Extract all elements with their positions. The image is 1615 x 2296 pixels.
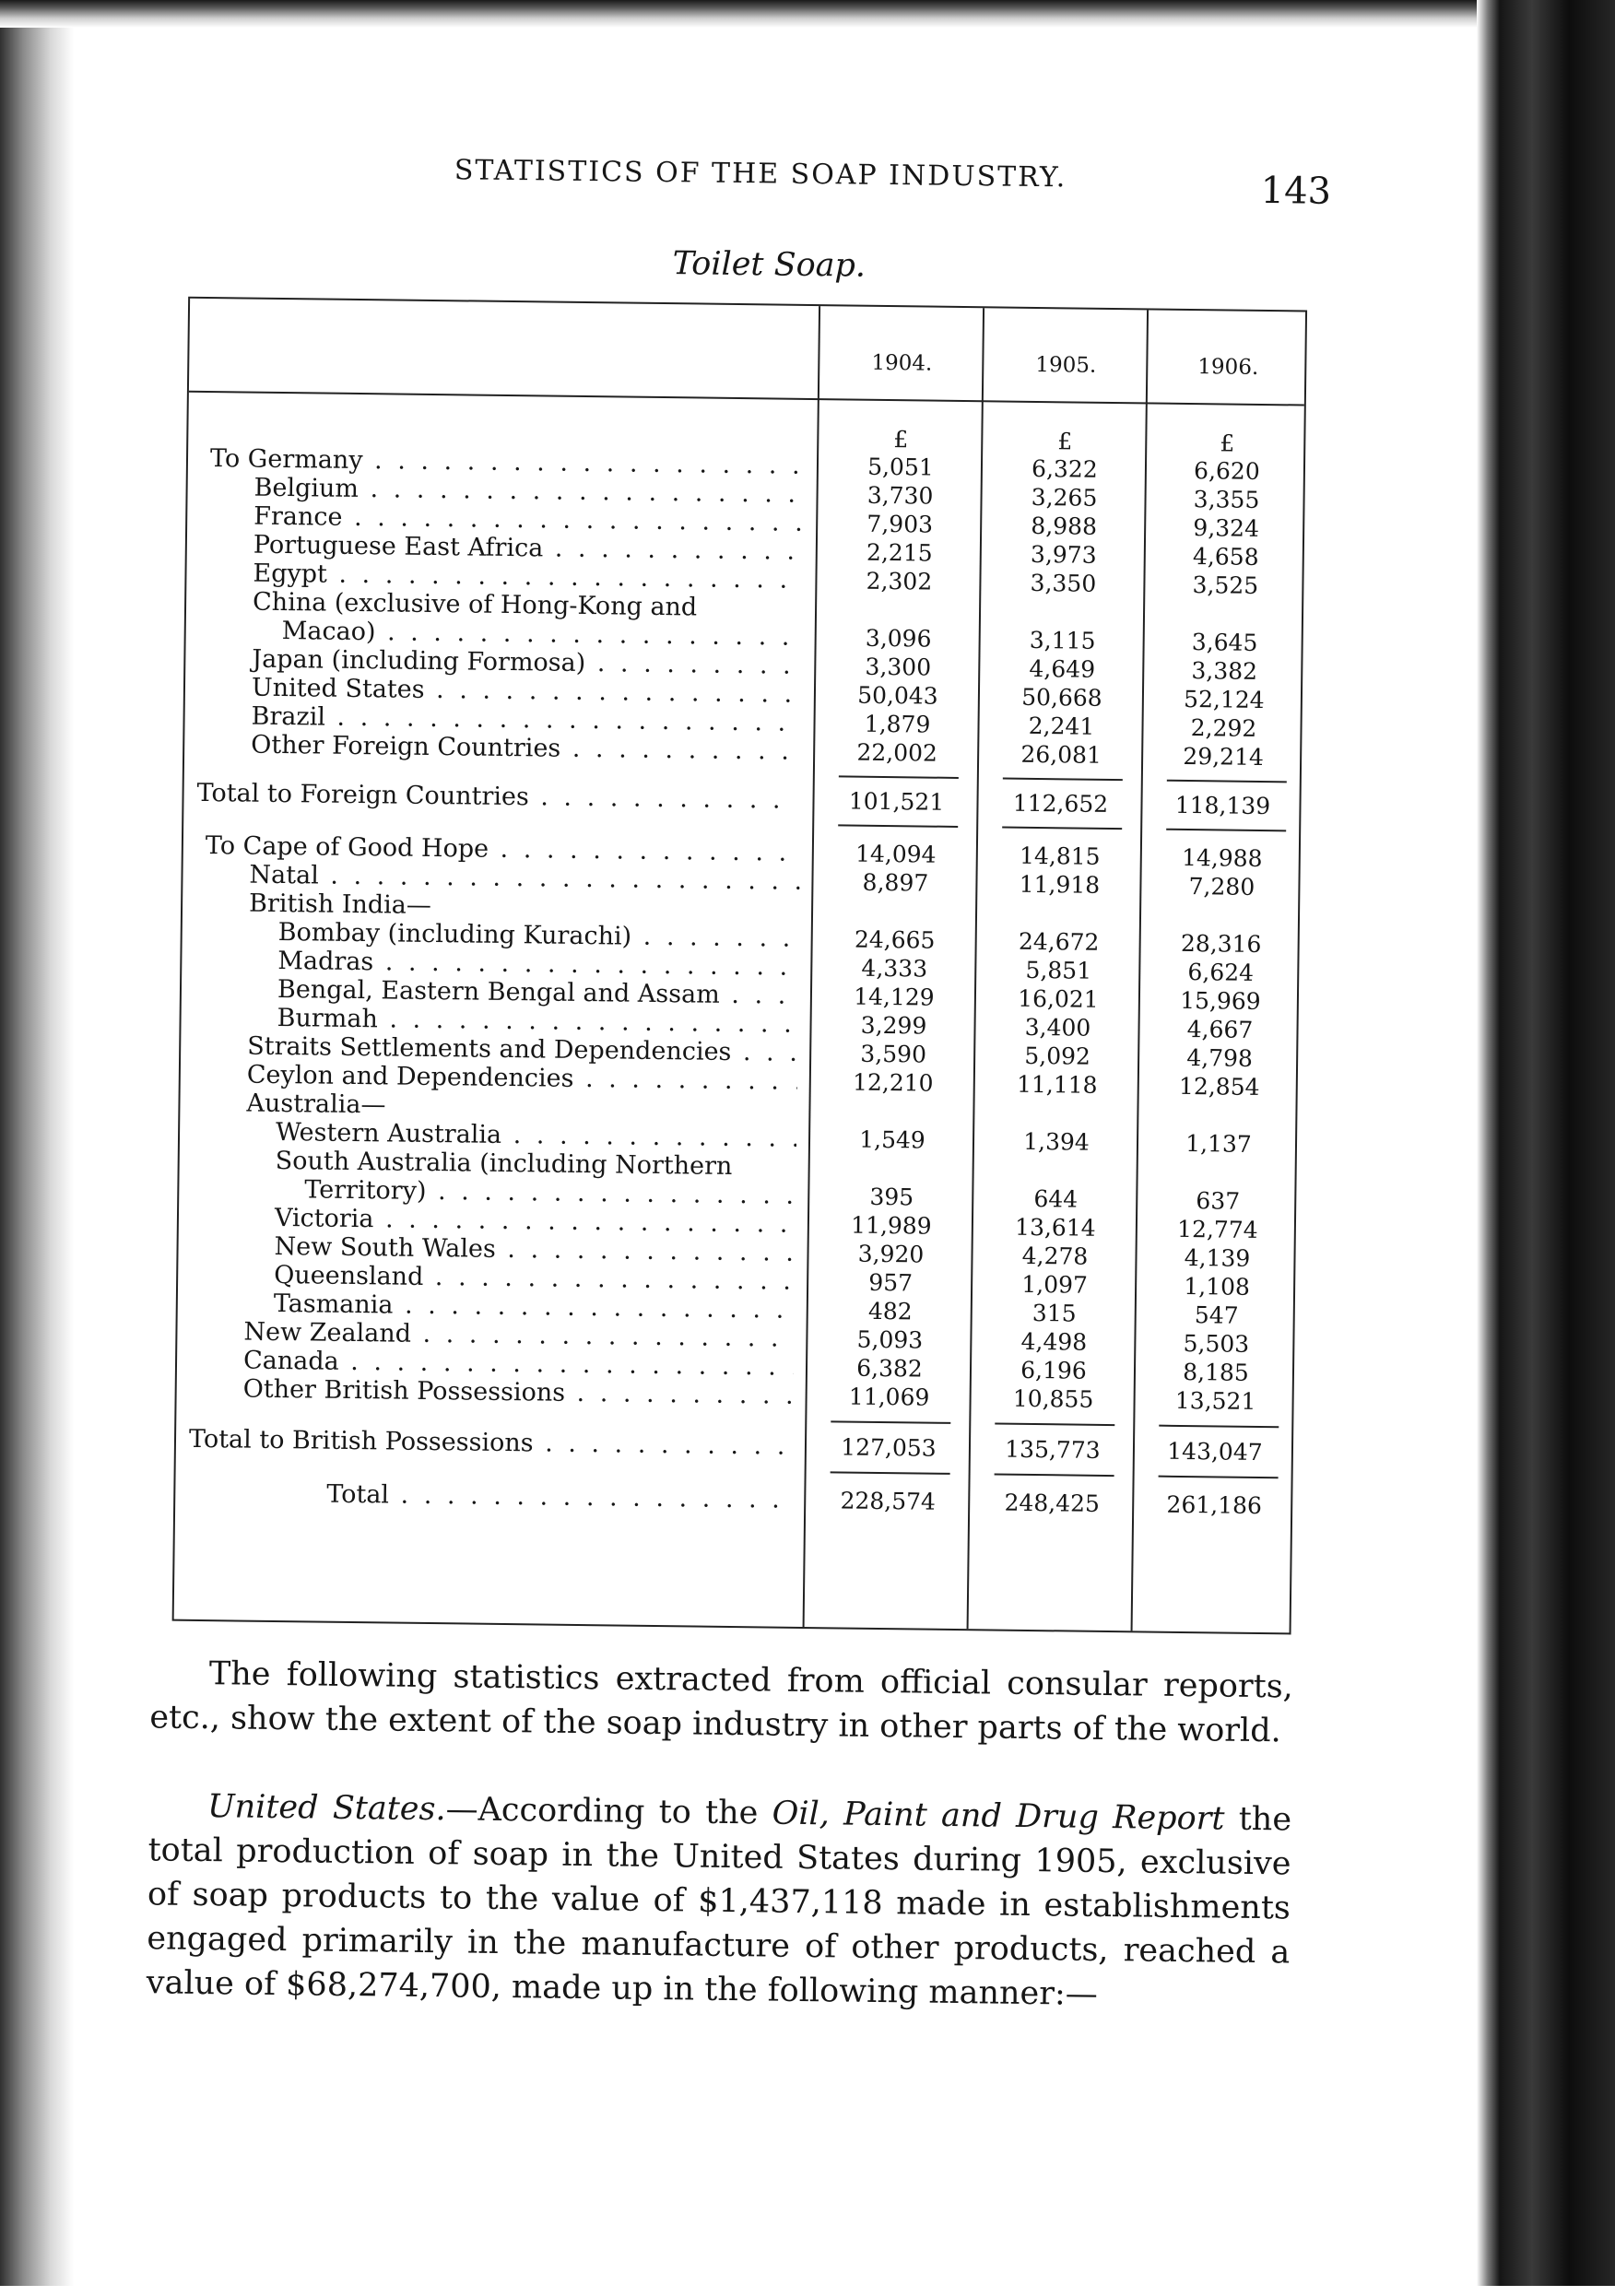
value-1904: 8,897 <box>862 868 929 897</box>
row-label: To Germany . . <box>210 444 805 480</box>
row-label: Australia— <box>246 1089 386 1120</box>
value-1904: 6,382 <box>856 1354 923 1383</box>
value-1904: 12,210 <box>852 1068 934 1097</box>
year-header-1905: 1905. <box>1035 352 1097 378</box>
value-1905: 26,081 <box>1020 740 1102 769</box>
value-1904: 3,590 <box>860 1040 927 1068</box>
value-1906: 143,047 <box>1167 1437 1263 1466</box>
currency-1904: £ <box>893 426 909 453</box>
row-label: Natal . . <box>205 860 799 896</box>
value-1905: 6,196 <box>1020 1356 1087 1384</box>
row-label: Portuguese East Africa . . <box>209 530 804 566</box>
toilet-soap-table <box>172 297 1307 1635</box>
value-1906: 3,382 <box>1191 657 1258 685</box>
value-1905: 50,668 <box>1020 683 1102 712</box>
text-run: the total production of soap in the United States during 1905, exclusive of soap products to the value of $1,437,118 made in establishments engaged primarily in the manufacture of other products, reached a value of $68,274,700, made up in the following manner:— <box>146 1800 1292 2013</box>
value-1906: 9,324 <box>1193 514 1260 542</box>
value-1906: 1,137 <box>1185 1130 1252 1158</box>
value-1905: 24,672 <box>1018 927 1100 956</box>
value-1904: 24,665 <box>854 925 936 954</box>
value-1905: 3,265 <box>1031 483 1098 512</box>
value-1904: 3,300 <box>865 653 932 681</box>
value-1904: 11,989 <box>850 1211 932 1240</box>
value-1905: 3,400 <box>1024 1013 1091 1042</box>
row-label: Egypt . . <box>208 559 803 595</box>
year-header-1906: 1906. <box>1197 355 1259 380</box>
value-1906: 52,124 <box>1183 685 1265 714</box>
value-1906: 14,988 <box>1181 843 1263 873</box>
value-1906: 13,521 <box>1174 1386 1256 1415</box>
row-label: New Zealand . . <box>199 1317 794 1353</box>
source-title: Oil, Paint and Drug Report <box>772 1795 1225 1838</box>
row-label: Canada . . <box>199 1346 794 1382</box>
value-1904: 14,129 <box>854 983 935 1011</box>
value-1906: 2,292 <box>1190 714 1257 742</box>
row-label: Madras . . <box>204 946 798 982</box>
value-1904: 5,093 <box>856 1325 924 1354</box>
row-label: Western Australia . . <box>202 1117 796 1153</box>
value-1905: 5,851 <box>1025 956 1092 984</box>
value-1906: 547 <box>1194 1301 1239 1329</box>
value-1904: 1,879 <box>864 710 931 738</box>
value-1904: 127,053 <box>841 1433 937 1462</box>
value-1904: 2,215 <box>866 538 933 567</box>
row-label: Ceylon and Dependencies . . <box>203 1060 797 1096</box>
value-1904: 22,002 <box>856 738 938 767</box>
row-label: Total . . <box>197 1478 792 1514</box>
value-1904: 3,920 <box>857 1240 925 1268</box>
value-1905: 4,498 <box>1020 1327 1088 1356</box>
value-1905: 1,097 <box>1021 1270 1089 1299</box>
value-1905: 3,973 <box>1030 540 1097 569</box>
value-1906: 29,214 <box>1183 742 1265 771</box>
row-label: Other Foreign Countries . . <box>206 730 801 766</box>
value-1906: 15,969 <box>1179 986 1261 1015</box>
value-1904: 3,096 <box>865 624 932 653</box>
paragraph-consular-reports: The following statistics extracted from official consular reports, etc., show the extent of the soap industry in other parts of the world. <box>149 1655 1294 1750</box>
value-1904: 228,574 <box>840 1487 937 1515</box>
value-1904: 14,094 <box>855 840 937 868</box>
value-1904: 957 <box>868 1268 914 1297</box>
value-1906: 3,645 <box>1191 629 1258 656</box>
value-1904: 1,549 <box>859 1125 926 1154</box>
value-1905: 3,350 <box>1030 569 1097 597</box>
value-1906: 6,620 <box>1193 457 1260 485</box>
value-1904: 395 <box>869 1183 914 1211</box>
section-heading: United States. <box>206 1788 446 1829</box>
value-1905: 3,115 <box>1029 626 1096 654</box>
value-1904: 3,730 <box>866 481 934 510</box>
value-1905: 11,118 <box>1016 1070 1098 1099</box>
row-label: United States . . <box>207 673 802 709</box>
row-label: Bengal, Eastern Bengal and Assam . . <box>204 974 798 1010</box>
row-label: Belgium . . <box>209 473 804 509</box>
row-label: South Australia (including Northern <box>275 1146 733 1182</box>
row-label: New South Wales . . <box>200 1231 795 1267</box>
value-1905: 10,855 <box>1012 1384 1094 1413</box>
value-1906: 12,854 <box>1178 1072 1260 1101</box>
row-label: Macao) . . <box>208 616 803 652</box>
value-1906: 8,185 <box>1183 1358 1249 1386</box>
value-1905: 4,278 <box>1021 1242 1089 1270</box>
value-1906: 637 <box>1196 1187 1241 1215</box>
value-1906: 4,667 <box>1186 1016 1254 1043</box>
row-label: British India— <box>248 889 432 920</box>
value-1906: 118,139 <box>1174 791 1271 820</box>
row-label: Japan (including Formosa) . . <box>207 644 802 680</box>
value-1906: 12,774 <box>1176 1215 1258 1243</box>
value-1904: 5,051 <box>866 453 934 481</box>
value-1905: 315 <box>1031 1299 1077 1327</box>
page-number: 143 <box>1260 169 1332 213</box>
row-label: Victoria . . <box>201 1203 796 1239</box>
value-1904: 3,299 <box>860 1011 927 1040</box>
value-1906: 4,139 <box>1184 1244 1251 1272</box>
row-label: China (exclusive of Hong-Kong and <box>252 587 698 622</box>
value-1904: 50,043 <box>857 681 938 710</box>
value-1906: 4,658 <box>1192 543 1259 571</box>
value-1905: 4,649 <box>1029 654 1096 683</box>
value-1905: 135,773 <box>1005 1435 1101 1464</box>
running-title: STATISTICS OF THE SOAP INDUSTRY. <box>454 154 1067 194</box>
value-1905: 2,241 <box>1028 712 1095 740</box>
value-1906: 5,503 <box>1183 1329 1250 1358</box>
row-label: Tasmania . . <box>200 1289 795 1325</box>
value-1906: 6,624 <box>1187 959 1255 986</box>
value-1905: 5,092 <box>1024 1042 1091 1070</box>
value-1904: 11,069 <box>848 1383 930 1411</box>
value-1905: 6,322 <box>1031 454 1098 483</box>
value-1904: 2,302 <box>866 567 933 595</box>
year-header-1904: 1904. <box>871 350 933 376</box>
row-label: Bombay (including Kurachi) . . <box>205 917 799 953</box>
value-1906: 7,280 <box>1188 873 1255 901</box>
value-1905: 644 <box>1033 1185 1079 1213</box>
value-1904: 4,333 <box>861 954 928 983</box>
value-1905: 112,652 <box>1012 789 1109 818</box>
value-1905: 16,021 <box>1018 984 1099 1013</box>
paragraph-united-states <box>147 1784 1292 2019</box>
text-run: —According to the <box>445 1791 772 1832</box>
value-1905: 248,425 <box>1004 1489 1101 1517</box>
currency-1905: £ <box>1057 428 1073 455</box>
row-label: Queensland . . <box>200 1260 795 1296</box>
value-1906: 4,798 <box>1186 1044 1254 1072</box>
table-caption: Toilet Soap. <box>672 245 866 285</box>
currency-1906: £ <box>1220 430 1235 457</box>
value-1905: 8,988 <box>1031 512 1098 540</box>
row-label: Burmah . . <box>203 1003 797 1039</box>
row-label: To Cape of Good Hope . . <box>206 831 800 867</box>
value-1904: 7,903 <box>866 510 934 538</box>
row-label: France . . <box>209 501 804 537</box>
value-1904: 482 <box>867 1297 913 1325</box>
row-label: Territory) . . <box>201 1174 796 1210</box>
value-1906: 261,186 <box>1166 1490 1263 1520</box>
value-1904: 101,521 <box>848 787 945 816</box>
value-1905: 13,614 <box>1014 1213 1096 1242</box>
value-1906: 3,525 <box>1192 571 1259 599</box>
row-label: Other British Possessions . . <box>199 1374 794 1410</box>
value-1906: 3,355 <box>1193 486 1260 513</box>
value-1905: 1,394 <box>1023 1127 1090 1156</box>
value-1905: 14,815 <box>1019 842 1101 870</box>
value-1906: 1,108 <box>1184 1273 1251 1301</box>
row-label: Total to Foreign Countries . . <box>196 779 791 815</box>
value-1906: 28,316 <box>1180 929 1262 958</box>
row-label: Brazil . . <box>206 701 801 737</box>
row-label: Straits Settlements and Dependencies . . <box>203 1031 797 1067</box>
row-label: Total to British Possessions . . <box>189 1425 784 1461</box>
value-1905: 11,918 <box>1019 870 1101 899</box>
